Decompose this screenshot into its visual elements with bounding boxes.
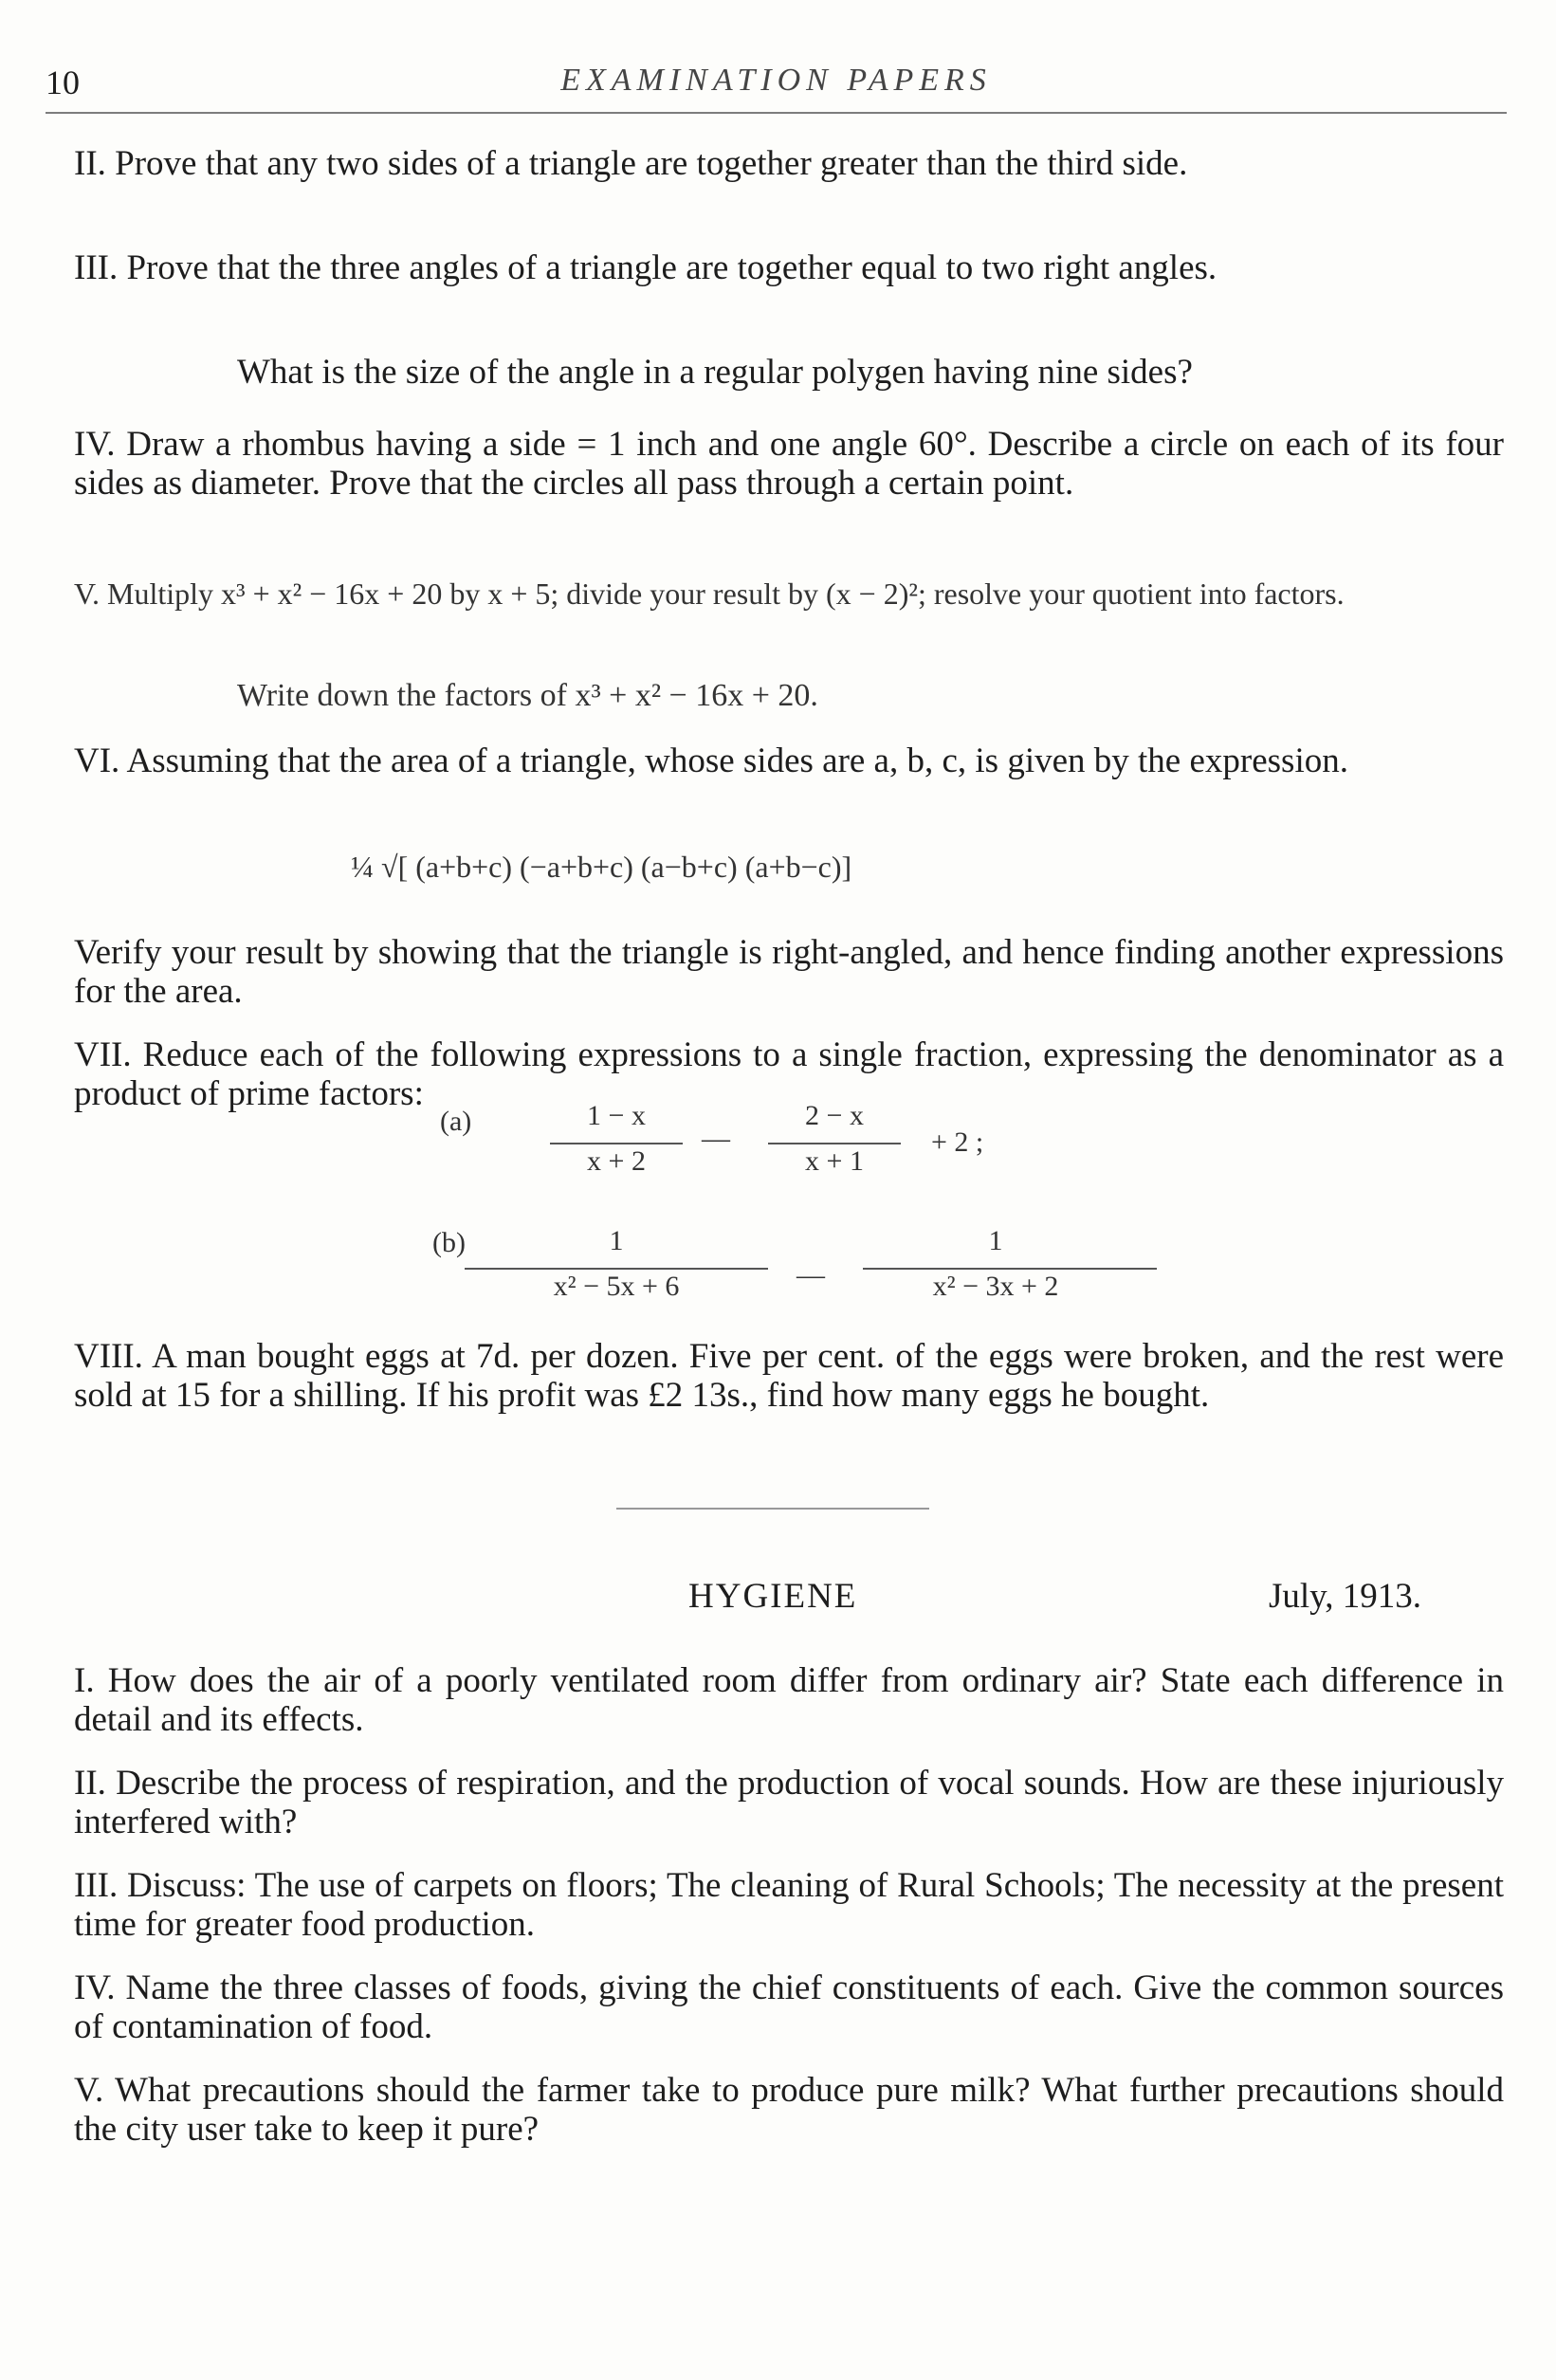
expression-a-numerator-2: 2 − x (805, 1100, 864, 1131)
question-iii: III. Prove that the three angles of a triangle are together equal to two right angles. (74, 248, 1217, 287)
question-vii: VII. Reduce each of the following expressions to a single fraction, expressing the denominator as a product of prime factors: (74, 1035, 1504, 1113)
expression-b-denominator-1: x² − 5x + 6 (553, 1271, 680, 1302)
fraction-bar (768, 1143, 901, 1144)
question-v-part-b: Write down the factors of x³ + x² − 16x + 20. (237, 678, 818, 713)
expression-a-denominator-1: x + 2 (587, 1145, 646, 1177)
question-iv: IV. Draw a rhombus having a side = 1 inch and one angle 60°. Describe a circle on each of its four sides as diameter. Prove that the circles all pass through a certain point. (74, 425, 1504, 503)
area-formula: ¼ √[ (a+b+c) (−a+b+c) (a−b+c) (a+b−c)] (351, 850, 852, 884)
fraction-bar (863, 1268, 1157, 1270)
question-viii: VIII. A man bought eggs at 7d. per dozen. Five per cent. of the eggs were broken, and the rest were sold at 15 for a shilling. If his profit was £2 13s., find how many eggs he bought. (74, 1337, 1504, 1415)
page-number: 10 (46, 64, 80, 101)
expression-a-operator: — (702, 1123, 730, 1154)
expression-b-denominator-2: x² − 3x + 2 (932, 1271, 1059, 1302)
hygiene-question-iv: IV. Name the three classes of foods, giving the chief constituents of each. Give the common sources of contamination of food. (74, 1968, 1504, 2046)
expression-a-numerator-1: 1 − x (587, 1100, 646, 1131)
expression-a-tail: + 2 ; (931, 1126, 984, 1158)
section-divider (616, 1508, 929, 1510)
hygiene-question-iii: III. Discuss: The use of carpets on floors; The cleaning of Rural Schools; The necessity at the present time for greater food production. (74, 1866, 1504, 1944)
section-title: HYGIENE (688, 1577, 858, 1616)
expression-a-label: (a) (440, 1106, 472, 1137)
section-date: July, 1913. (1269, 1577, 1422, 1616)
expression-b-numerator-1: 1 (609, 1225, 624, 1256)
question-ii: II. Prove that any two sides of a triangle are together greater than the third side. (74, 144, 1188, 183)
hygiene-question-i: I. How does the air of a poorly ventilated room differ from ordinary air? State each difference in detail and its effects. (74, 1661, 1504, 1739)
expression-b-label: (b) (432, 1227, 466, 1258)
hygiene-question-v: V. What precautions should the farmer take to produce pure milk? What further precautions should the city user take to keep it pure? (74, 2071, 1504, 2149)
question-vi-part-b: Verify your result by showing that the triangle is right-angled, and hence finding another expressions for the area. (74, 933, 1504, 1011)
fraction-bar (465, 1268, 768, 1270)
question-v: V. Multiply x³ + x² − 16x + 20 by x + 5; divide your result by (x − 2)²; resolve your quotient into factors. (74, 577, 1345, 611)
expression-a-denominator-2: x + 1 (805, 1145, 864, 1177)
expression-b-operator: — (796, 1259, 825, 1291)
expression-b-numerator-2: 1 (988, 1225, 1003, 1256)
fraction-bar (550, 1143, 683, 1144)
running-head: EXAMINATION PAPERS (560, 63, 992, 98)
question-vi: VI. Assuming that the area of a triangle, whose sides are a, b, c, is given by the expression. (74, 741, 1348, 780)
page-header (46, 63, 1507, 114)
question-iii-part-b: What is the size of the angle in a regular polygen having nine sides? (237, 353, 1193, 392)
hygiene-question-ii: II. Describe the process of respiration, and the production of vocal sounds. How are these injuriously interfered with? (74, 1764, 1504, 1841)
